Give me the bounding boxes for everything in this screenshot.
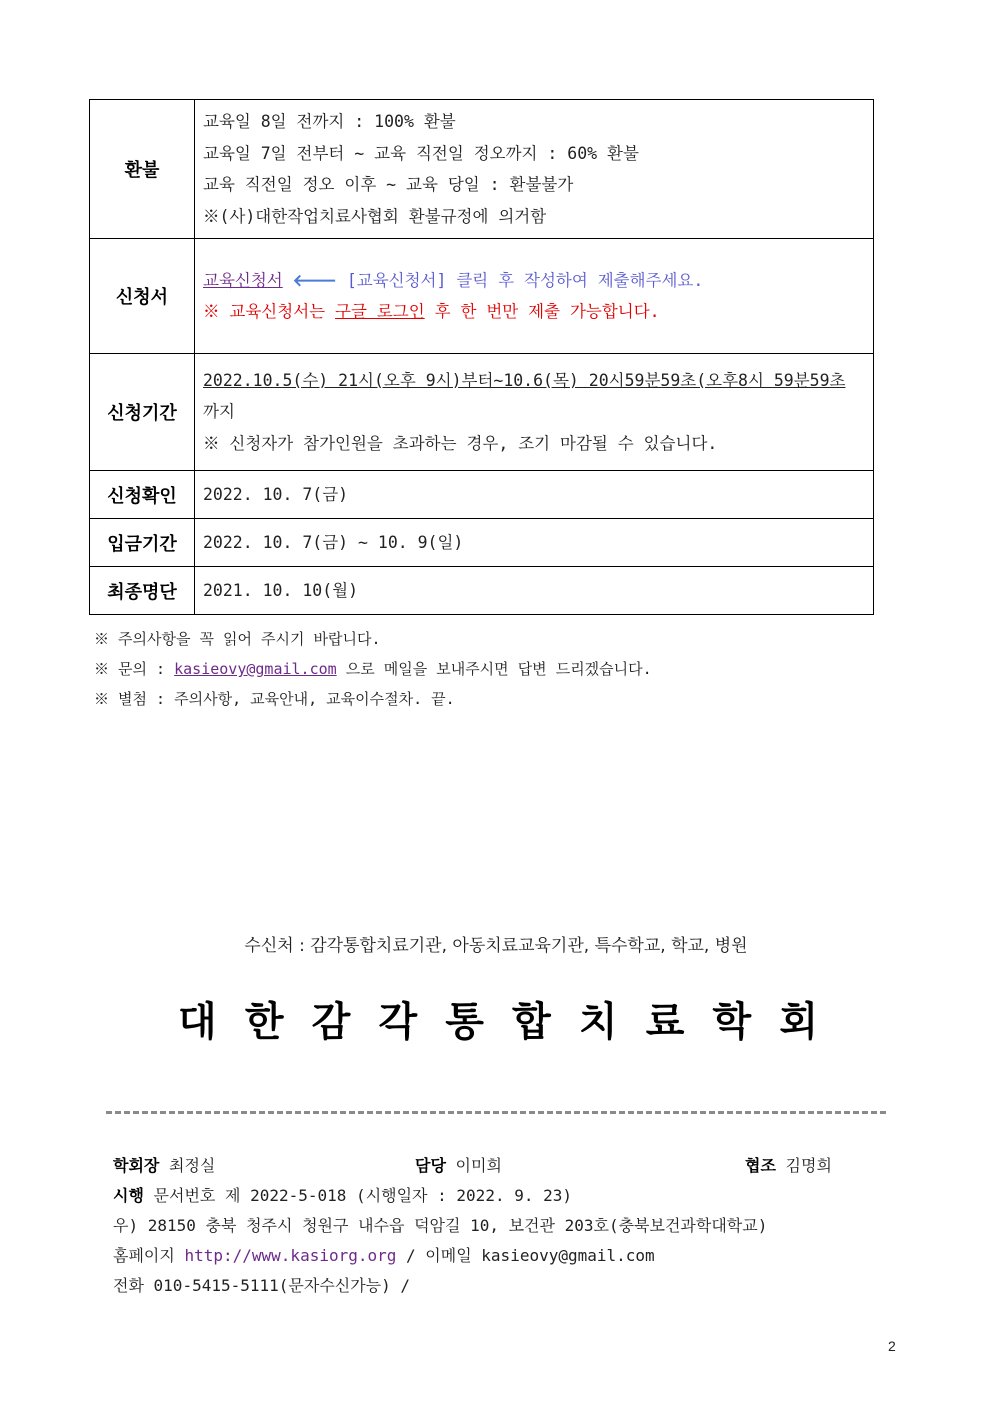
period-row	[90, 354, 874, 471]
footer-contact	[113, 1241, 853, 1271]
payment-row	[90, 519, 874, 567]
period-range-suffix: 까지	[203, 402, 235, 422]
org-char: 회	[779, 998, 818, 1045]
organization-name	[178, 990, 818, 1047]
application-row	[90, 239, 874, 354]
note-3: ※ 별첨 : 주의사항, 교육안내, 교육이수절차. 끝.	[94, 690, 455, 708]
manager-name: 이미희	[445, 1156, 502, 1175]
org-char: 통	[445, 998, 484, 1045]
president	[113, 1151, 215, 1181]
note-1: ※ 주의사항을 꼭 읽어 주시기 바랍니다.	[94, 630, 381, 648]
org-char: 각	[378, 998, 418, 1045]
application-line-1	[203, 265, 865, 297]
application-header: 신청서	[90, 239, 195, 354]
confirm-value: 2022. 10. 7(금)	[195, 471, 874, 519]
coop-name: 김명희	[775, 1156, 832, 1175]
org-char: 감	[311, 998, 351, 1045]
refund-row	[90, 100, 874, 239]
info-table	[89, 99, 874, 615]
payment-value: 2022. 10. 7(금) ~ 10. 9(일)	[195, 519, 874, 567]
period-content	[195, 354, 874, 471]
confirm-row	[90, 471, 874, 519]
footer-signatures	[113, 1151, 853, 1181]
period-range	[203, 365, 865, 428]
org-char: 학	[712, 998, 752, 1045]
payment-header: 입금기간	[90, 519, 195, 567]
note-2-suffix: 으로 메일을 보내주시면 답변 드리겠습니다.	[336, 660, 652, 678]
president-name: 최정실	[159, 1156, 216, 1175]
application-line-2	[203, 296, 865, 328]
refund-line-1: 교육일 8일 전까지 : 100% 환불	[203, 112, 456, 131]
google-login-text: 구글 로그인	[335, 302, 425, 321]
org-char: 료	[645, 998, 685, 1045]
period-note: ※ 신청자가 참가인원을 초과하는 경우, 조기 마감될 수 있습니다.	[203, 433, 718, 453]
final-value: 2021. 10. 10(월)	[195, 567, 874, 615]
refund-line-4: ※(사)대한작업치료사협회 환불규정에 의거함	[203, 206, 547, 226]
org-char: 한	[244, 998, 284, 1045]
notes-section	[94, 624, 652, 714]
application-form-link[interactable]: 교육신청서	[203, 270, 283, 290]
contact-email-link[interactable]: kasieovy@gmail.com	[174, 660, 337, 678]
homepage-label: 홈페이지	[113, 1246, 185, 1265]
note-2	[94, 654, 652, 684]
footer-address: 우) 28150 충북 청주시 청원구 내수읍 덕암길 10, 보건관 203호(충북보건과학대학교)	[113, 1216, 768, 1235]
application-content	[195, 239, 874, 354]
refund-line-3: 교육 직전일 정오 이후 ~ 교육 당일 : 환불불가	[203, 175, 574, 194]
final-row	[90, 567, 874, 615]
email-text: / 이메일 kasieovy@gmail.com	[396, 1246, 655, 1265]
president-label: 학회장	[113, 1156, 160, 1175]
note-2-prefix: ※ 문의 :	[94, 660, 175, 678]
application-instruction: [교육신청서] 클릭 후 작성하여 제출해주세요.	[336, 270, 704, 290]
exec-text: 문서번호 제 2022-5-018 (시행일자 : 2022. 9. 23)	[143, 1186, 573, 1205]
page-number: 2	[888, 1338, 896, 1354]
cooperation	[745, 1151, 832, 1181]
org-char: 대	[178, 998, 217, 1045]
manager-label: 담당	[415, 1156, 446, 1175]
manager	[415, 1151, 502, 1181]
arrow-left-icon: 🡐	[292, 270, 337, 290]
org-char: 합	[512, 998, 551, 1045]
footer	[113, 1151, 853, 1301]
refund-content	[195, 100, 874, 239]
final-header: 최종명단	[90, 567, 195, 615]
footer-phone: 전화 010-5415-5111(문자수신가능) /	[113, 1276, 411, 1295]
exec-label: 시행	[113, 1186, 144, 1205]
divider	[106, 1111, 886, 1114]
recipients: 수신처 : 감각통합치료기관, 아동치료교육기관, 특수학교, 학교, 병원	[244, 936, 748, 956]
confirm-header: 신청확인	[90, 471, 195, 519]
application-note-suffix: 후 한 번만 제출 가능합니다.	[424, 302, 660, 321]
period-range-text: 2022.10.5(수) 21시(오후 9시)부터~10.6(목) 20시59분59초(오후8시 59분59초	[203, 370, 846, 390]
application-note-prefix: ※ 교육신청서는	[203, 302, 336, 321]
coop-label: 협조	[745, 1156, 776, 1175]
footer-execution	[113, 1181, 853, 1211]
period-header: 신청기간	[90, 354, 195, 471]
refund-header: 환불	[90, 100, 195, 239]
homepage-link[interactable]: http://www.kasiorg.org	[184, 1246, 397, 1265]
refund-line-2: 교육일 7일 전부터 ~ 교육 직전일 정오까지 : 60% 환불	[203, 143, 639, 163]
org-char: 치	[578, 998, 618, 1045]
